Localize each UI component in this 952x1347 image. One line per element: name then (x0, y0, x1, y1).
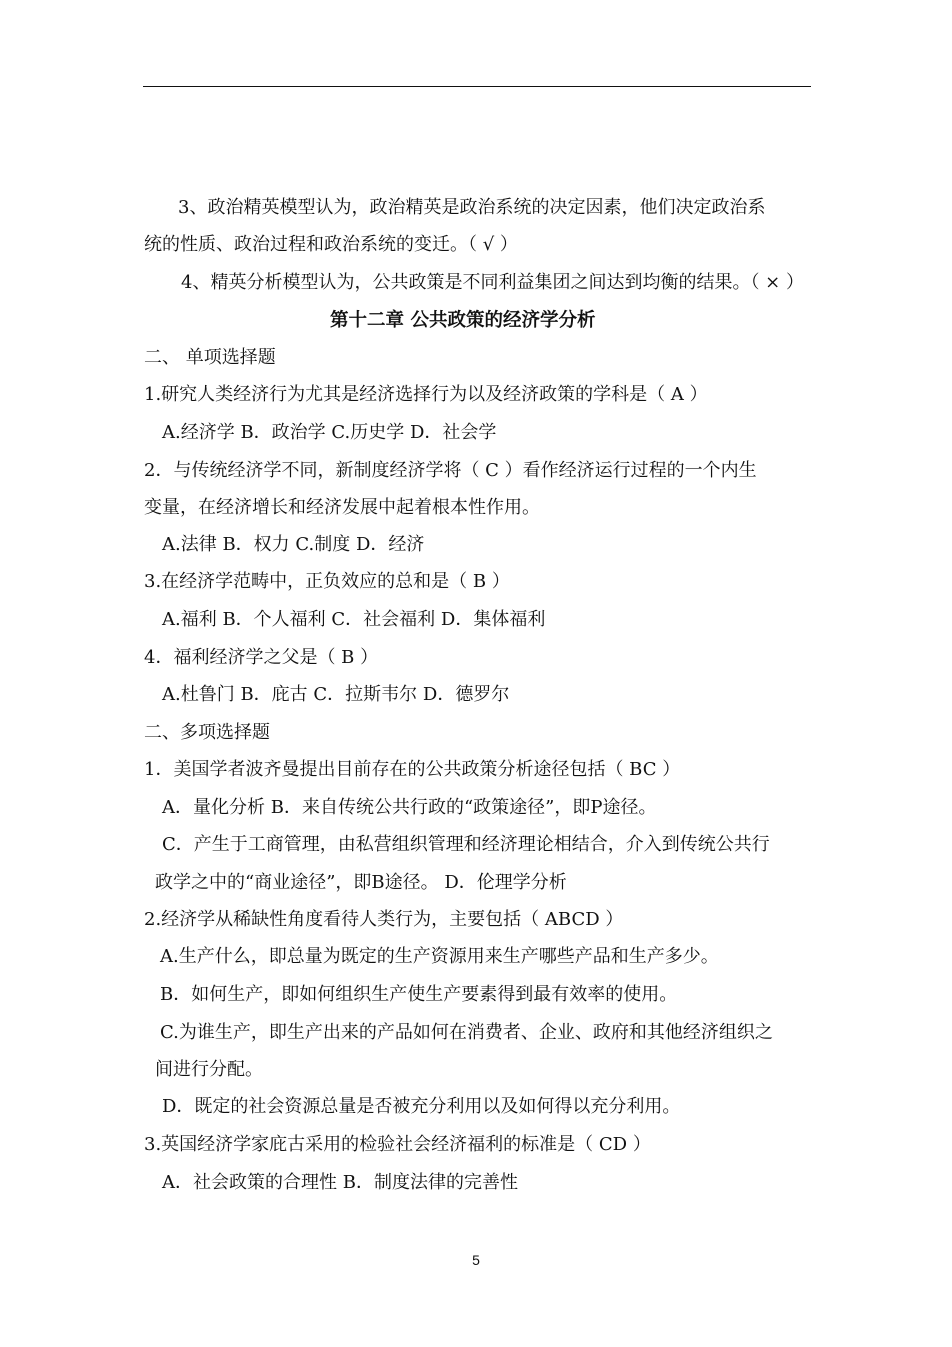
options: A．量化分析 B．来自传统公共行政的“政策途径”，即P途径。 (162, 797, 657, 818)
options: A.生产什么，即总量为既定的生产资源用来生产哪些产品和生产多少。 (160, 946, 719, 967)
options: D．既定的社会资源总量是否被充分利用以及如何得以充分利用。 (162, 1096, 681, 1117)
options: A.杜鲁门 B．庇古 C．拉斯韦尔 D．德罗尔 (162, 684, 510, 705)
options: C．产生于工商管理，由私营组织管理和经济理论相结合，介入到传统公共行 (162, 834, 770, 855)
chapter-title: 第十二章 公共政策的经济学分析 (330, 310, 596, 331)
options: C.为谁生产，即生产出来的产品如何在消费者、企业、政府和其他经济组织之 (160, 1022, 773, 1043)
question: 1.研究人类经济行为尤其是经济选择行为以及经济政策的学科是（ A ） (144, 384, 708, 405)
options: A.经济学 B．政治学 C.历史学 D．社会学 (162, 422, 497, 443)
options: A.法律 B．权力 C.制度 D．经济 (162, 534, 425, 555)
question: 3.英国经济学家庇古采用的检验社会经济福利的标准是（ CD ） (144, 1134, 651, 1155)
question: 2．与传统经济学不同，新制度经济学将（ C ）看作经济运行过程的一个内生 (144, 460, 757, 481)
text-line: 3、政治精英模型认为，政治精英是政治系统的决定因素，他们决定政治系 (178, 197, 766, 218)
question: 1．美国学者波齐曼提出目前存在的公共政策分析途径包括（ BC ） (144, 759, 681, 780)
options: 政学之中的“商业途径”，即B途径。 D．伦理学分析 (155, 872, 567, 893)
text-line: 统的性质、政治过程和政治系统的变迁。（ √ ） (144, 234, 518, 255)
options: B．如何生产，即如何组织生产使生产要素得到最有效率的使用。 (160, 984, 678, 1005)
options: A．社会政策的合理性 B．制度法律的完善性 (162, 1172, 518, 1193)
page-number: 5 (472, 1252, 480, 1268)
header-rule (143, 86, 811, 87)
question: 2.经济学从稀缺性角度看待人类行为，主要包括（ ABCD ） (144, 909, 624, 930)
section-heading: 二、多项选择题 (144, 722, 270, 743)
text-line: 变量，在经济增长和经济发展中起着根本性作用。 (144, 497, 540, 518)
text-line: 4、精英分析模型认为，公共政策是不同利益集团之间达到均衡的结果。（ × ） (181, 272, 804, 293)
question: 3.在经济学范畴中，正负效应的总和是（ B ） (144, 571, 510, 592)
question: 4．福利经济学之父是（ B ） (144, 647, 379, 668)
section-heading: 二、 单项选择题 (144, 347, 276, 368)
options: A.福利 B．个人福利 C．社会福利 D．集体福利 (162, 609, 546, 630)
options: 间进行分配。 (155, 1059, 263, 1080)
